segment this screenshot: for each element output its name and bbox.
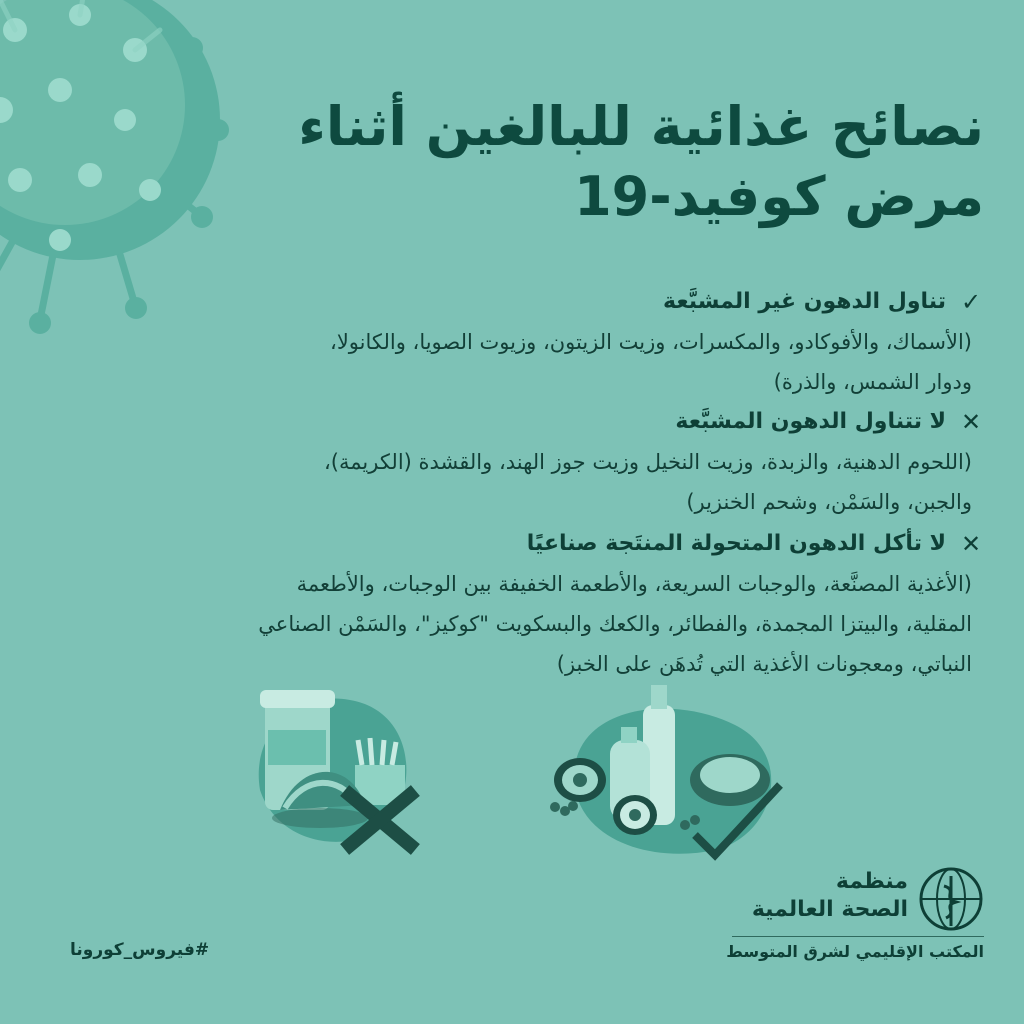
tip-trans-fats xyxy=(84,528,984,684)
healthy-fats-illustration xyxy=(535,685,790,865)
tip-heading-text: لا تأكل الدهون المتحولة المنتَجة صناعيًا xyxy=(526,531,946,556)
cross-icon: ✕ xyxy=(960,530,982,558)
tip-details xyxy=(84,442,984,522)
tip-details-line: (الأسماك، والأفوكادو، والمكسرات، وزيت الزيتون، وزيوت الصويا، والكانولا، xyxy=(330,330,972,354)
fast-food-illustration xyxy=(240,680,440,860)
organization-name xyxy=(752,868,908,924)
tip-heading-text: تناول الدهون غير المشبَّعة xyxy=(663,289,946,314)
who-logo xyxy=(684,860,984,970)
check-icon: ✓ xyxy=(960,288,982,316)
regional-office: المكتب الإقليمي لشرق المتوسط xyxy=(726,942,984,961)
title-line-1: نصائح غذائية للبالغين أثناء xyxy=(298,95,984,158)
hashtag: #فيروس_كورونا xyxy=(70,940,210,960)
tip-heading xyxy=(84,528,984,560)
tip-heading xyxy=(84,406,984,438)
tip-details-line: والجبن، والسَمْن، وشحم الخنزير) xyxy=(686,490,972,514)
tip-unsaturated-fats xyxy=(84,286,984,402)
tip-details-line: (الأغذية المصنَّعة، والوجبات السريعة، والأطعمة الخفيفة بين الوجبات، والأطعمة xyxy=(296,572,972,596)
logo-divider xyxy=(732,936,984,937)
title-line-2: مرض كوفيد-19 xyxy=(574,165,984,228)
tip-saturated-fats xyxy=(84,406,984,522)
tip-details-line: (اللحوم الدهنية، والزبدة، وزيت النخيل وزيت جوز الهند، والقشدة (الكريمة)، xyxy=(324,450,972,474)
tip-heading-text: لا تتناول الدهون المشبَّعة xyxy=(675,409,946,434)
tip-details xyxy=(84,564,984,684)
tip-heading xyxy=(84,286,984,318)
organization-name-line-1: منظمة xyxy=(835,869,908,894)
tip-details-line: ودوار الشمس، والذرة) xyxy=(773,370,972,394)
tip-details xyxy=(84,322,984,402)
page-title xyxy=(284,92,984,232)
cross-icon: ✕ xyxy=(960,408,982,436)
tip-details-line: النباتي، ومعجونات الأغذية التي تُدهَن على الخبز) xyxy=(556,652,972,676)
organization-name-line-2: الصحة العالمية xyxy=(751,897,908,922)
tip-details-line: المقلية، والبيتزا المجمدة، والفطائر، والكعك والبسكويت "كوكيز"، والسَمْن الصناعي xyxy=(258,612,972,636)
who-emblem-icon xyxy=(918,866,984,932)
